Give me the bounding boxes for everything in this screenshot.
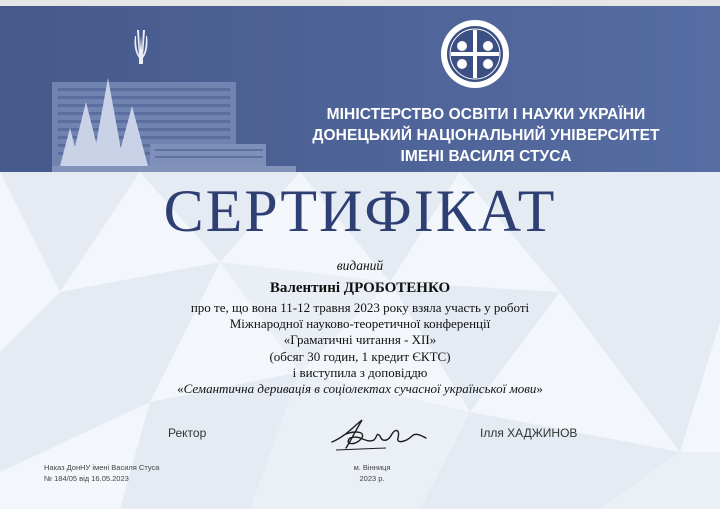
university-seal-icon	[441, 20, 509, 88]
certificate-body	[0, 300, 720, 397]
certificate-title: СЕРТИФІКАТ	[163, 178, 557, 244]
order-line-2: № 184/05 від 16.05.2023	[44, 474, 129, 483]
body-line-1: про те, що вона 11-12 травня 2023 року взяла участь у роботі	[190, 300, 530, 315]
body-line-3: «Граматичні читання - ХІІ»	[283, 332, 437, 348]
ministry-line-2: ДОНЕЦЬКИЙ НАЦІОНАЛЬНИЙ УНІВЕРСИТЕТ	[312, 127, 660, 144]
order-reference	[44, 462, 159, 484]
order-line-1: Наказ ДонНУ імені Василя Стуса	[44, 463, 160, 472]
place-line-1: м. Вінниця	[353, 463, 391, 472]
ministry-line-3: ІМЕНІ ВАСИЛЯ СТУСА	[400, 148, 572, 165]
signer-name: Ілля ХАДЖИНОВ	[480, 426, 578, 440]
body-line-5: і виступила з доповіддю	[292, 364, 428, 380]
handwritten-signature	[326, 414, 430, 454]
header-banner	[0, 6, 720, 172]
recipient-name: Валентині ДРОБОТЕНКО	[269, 280, 451, 296]
ministry-line-1: МІНІСТЕРСТВО ОСВІТИ І НАУКИ УКРАЇНИ	[326, 106, 646, 123]
body-line-4: (обсяг 30 годин, 1 кредит ЄКТС)	[269, 348, 451, 364]
ministry-heading	[296, 104, 676, 167]
quote-open: «	[177, 381, 184, 397]
place-date	[340, 462, 404, 484]
quote-close: »	[536, 381, 543, 397]
place-line-2: 2023 р.	[359, 474, 385, 483]
rector-label: Ректор	[168, 426, 207, 440]
issued-to-label: виданий	[336, 258, 384, 273]
report-title: Семантична деривація в соціолектах сучасної української мови	[183, 381, 537, 397]
body-line-2: Міжнародної науково-теоретичної конференції	[229, 316, 491, 332]
report-title-line	[0, 381, 720, 397]
